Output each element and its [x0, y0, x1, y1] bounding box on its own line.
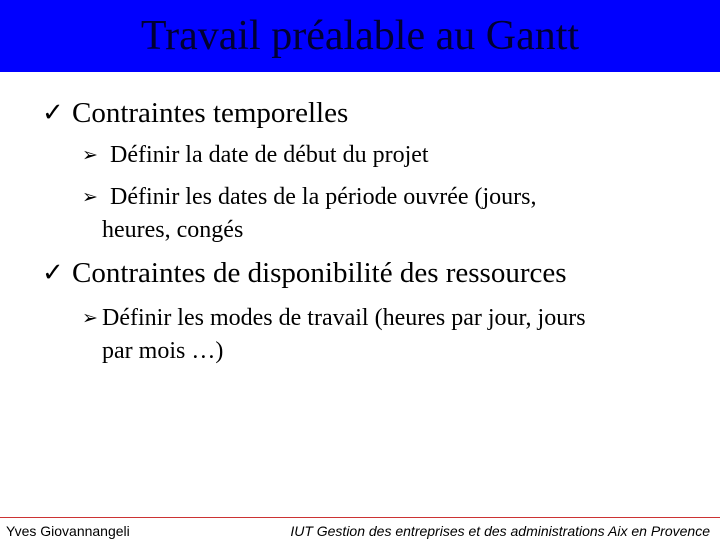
- subitem-text: Définir les dates de la période ouvrée (jours,: [110, 184, 537, 210]
- slide-title: Travail préalable au Gantt: [140, 13, 580, 59]
- footer-author: Yves Giovannangeli: [6, 523, 130, 539]
- arrow-bullet-icon: ➢: [82, 144, 98, 166]
- arrow-bullet-icon: ➢: [82, 186, 98, 208]
- arrow-bullet-icon: ➢: [82, 307, 98, 329]
- subitem-text: Définir les modes de travail (heures par jour, jours: [102, 305, 586, 331]
- subitem-text-continued: par mois …): [102, 338, 224, 364]
- subitem-text-continued: heures, congés: [102, 217, 244, 243]
- checkmark-icon: ✓: [42, 98, 64, 128]
- bullet-text: Contraintes de disponibilité des ressources: [72, 257, 567, 289]
- footer-divider: [0, 517, 720, 518]
- title-bar: [0, 0, 720, 72]
- subitem-text: Définir la date de début du projet: [110, 142, 429, 168]
- checkmark-icon: ✓: [42, 258, 64, 288]
- bullet-text: Contraintes temporelles: [72, 97, 349, 129]
- footer-institution: IUT Gestion des entreprises et des administrations Aix en Provence: [290, 523, 710, 539]
